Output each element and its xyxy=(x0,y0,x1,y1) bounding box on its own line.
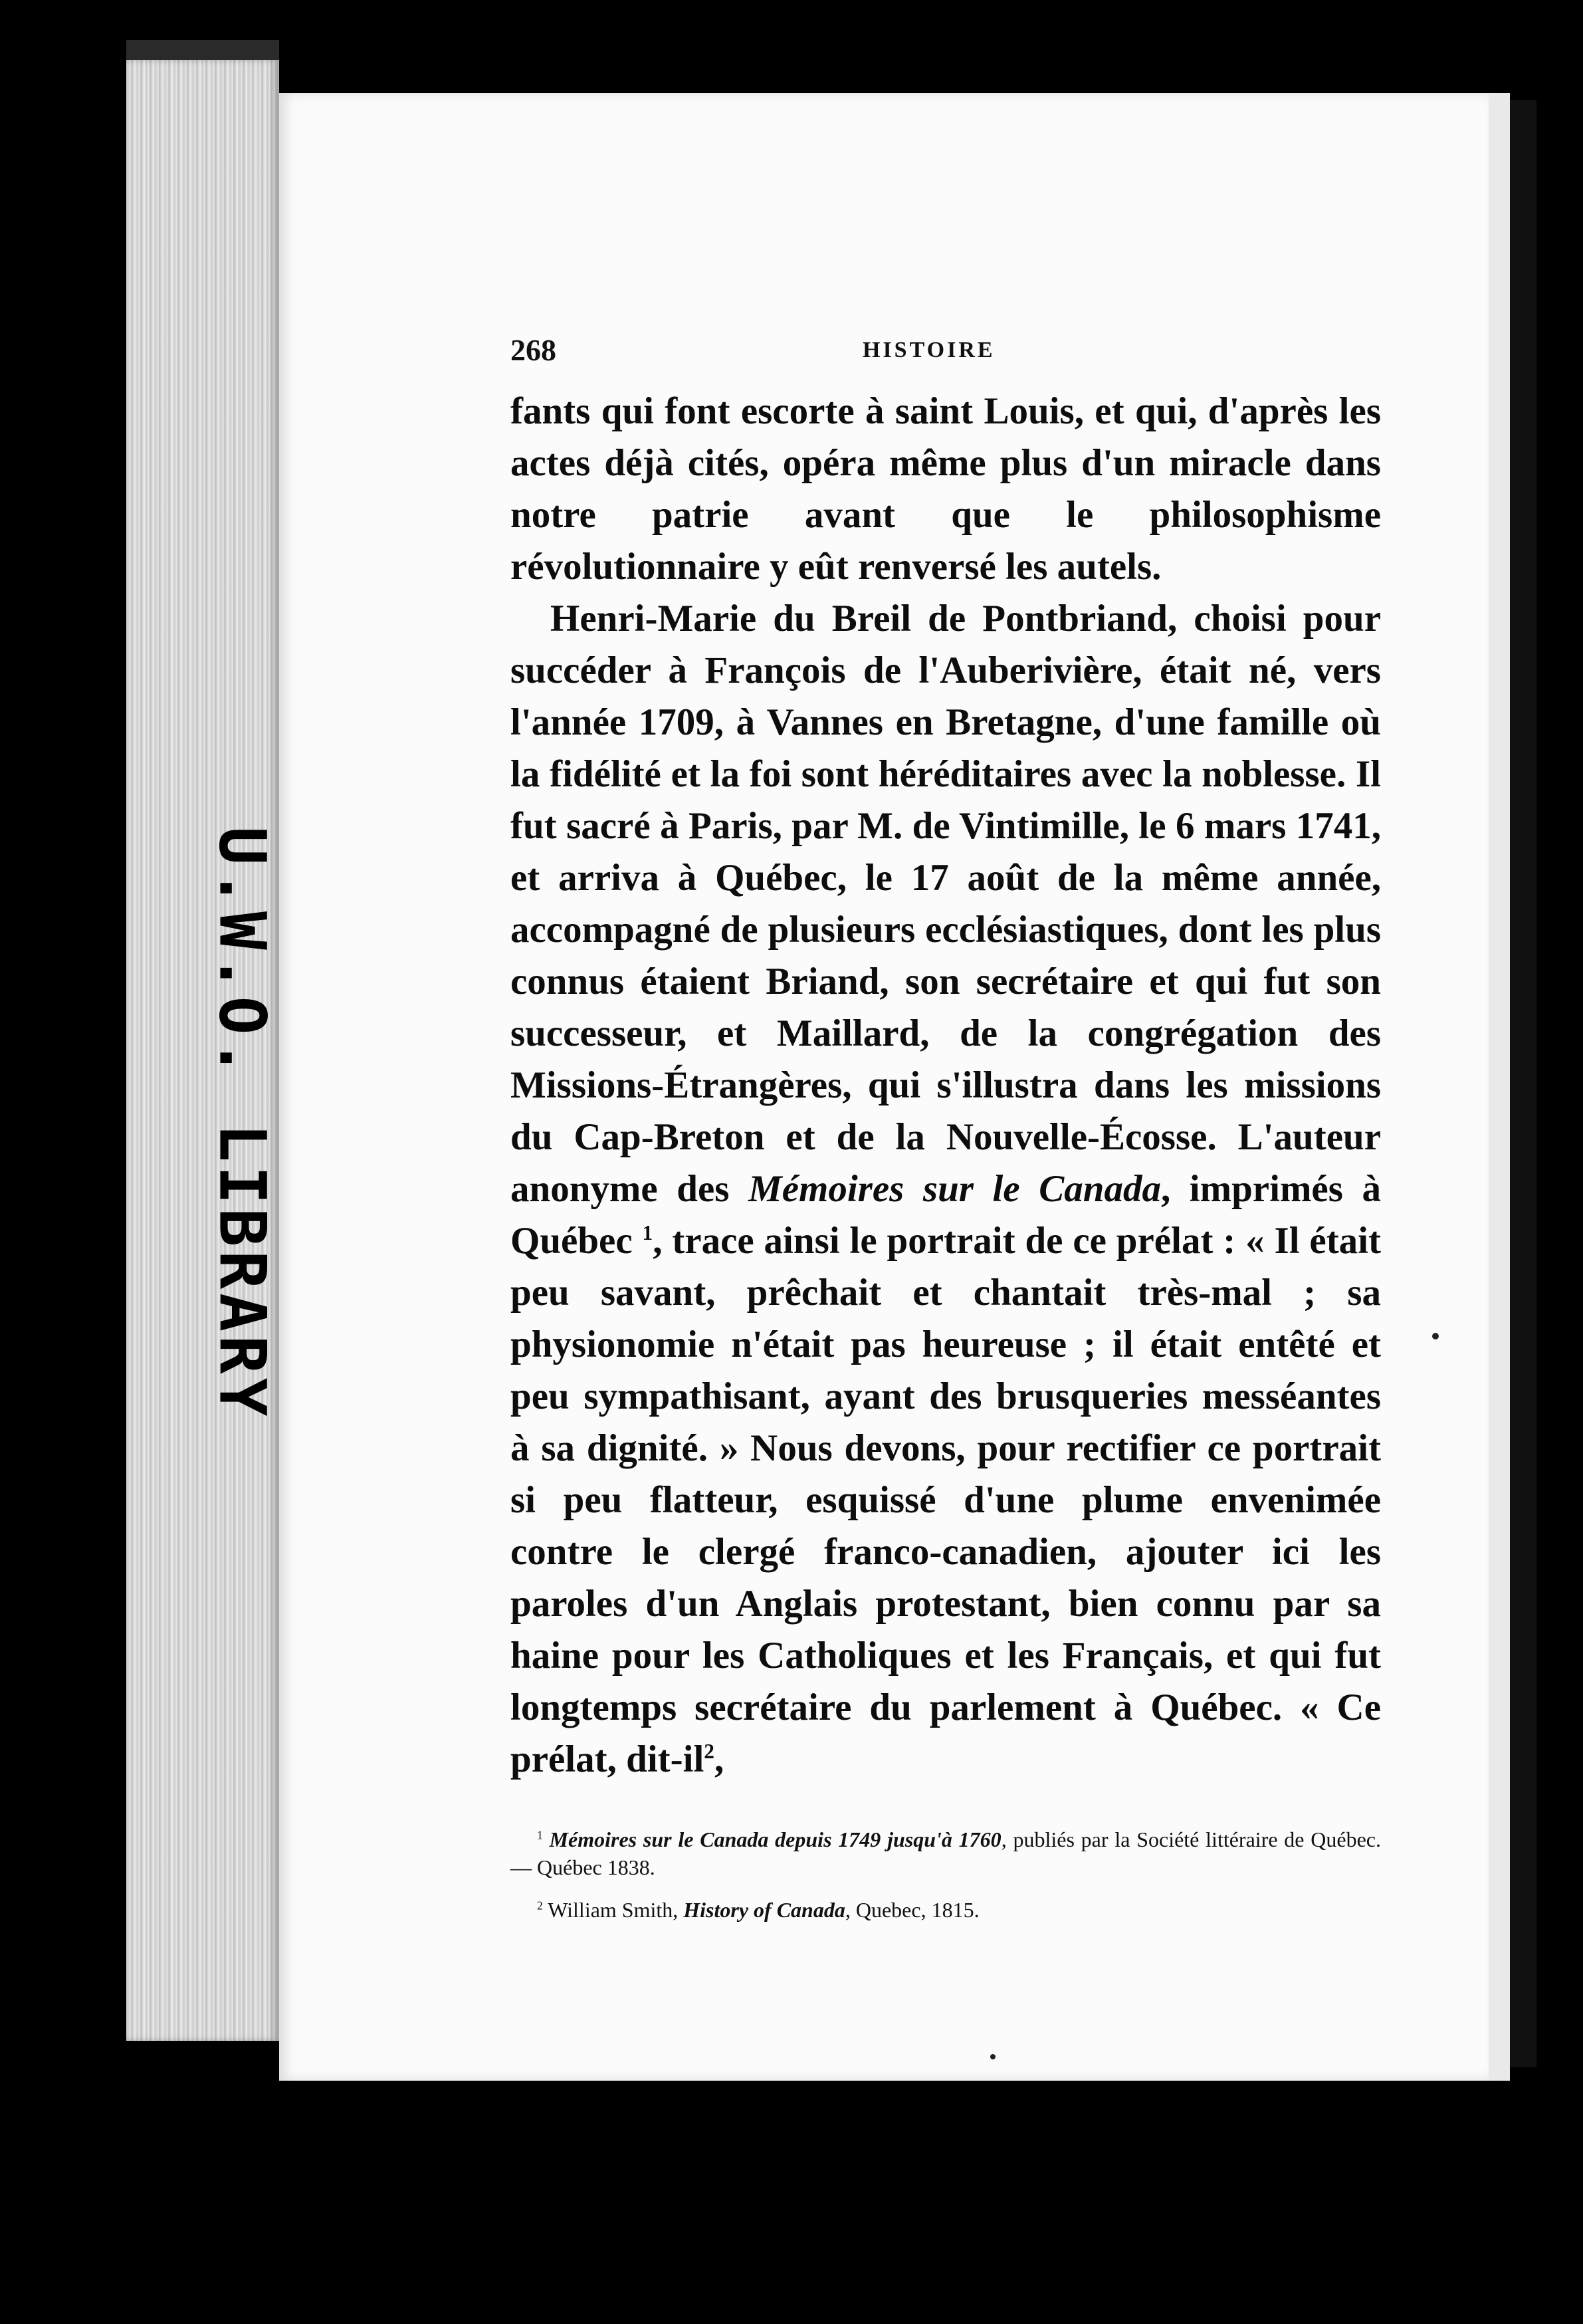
page-content xyxy=(510,332,1381,1938)
page-right-margin xyxy=(1489,93,1510,2081)
footnote-ref: 1 xyxy=(642,1221,653,1244)
footnote-1 xyxy=(510,1825,1381,1881)
footnote-text: William Smith, xyxy=(548,1898,684,1922)
right-binding-shadow xyxy=(1510,100,1536,2067)
page-number: 268 xyxy=(510,333,556,367)
book-title: Mémoires sur le Canada xyxy=(748,1168,1161,1210)
library-stamp-text: U.W.O. LIBRARY xyxy=(205,826,280,1421)
paragraph-pontbriand xyxy=(510,593,1381,1786)
footnote-mark: 1 xyxy=(537,1828,543,1842)
footnote-title: History of Canada xyxy=(683,1898,845,1922)
library-stamp xyxy=(205,826,280,1421)
ink-speck xyxy=(1432,1333,1439,1339)
paragraph-text: , xyxy=(714,1738,724,1780)
page-header xyxy=(510,332,1381,372)
footnote-ref: 2 xyxy=(704,1740,714,1763)
paragraph-text: , trace ainsi le portrait de ce prélat : « Il était peu savant, prêchait et chantait très-mal ; sa physionomie n'était pas heureuse ; il était entêté et peu sympathisant, ayant des brusqueries messéantes à sa dignité. » Nous devons, pour rectifier ce portrait si peu flatteur, esquissé d'une plume envenimée contre le clergé franco-canadien, ajouter ici les paroles d'un Anglais protestant, bien connu par sa haine pour les Catholiques et les Français, et qui fut longtemps secrétaire du parlement à Québec. « Ce prélat, dit-il xyxy=(510,1220,1382,1780)
footnote-text: , publiés par la Société littéraire de Québec. — Québec 1838. xyxy=(510,1827,1382,1879)
footnote-title: Mémoires sur le Canada depuis 1749 jusqu'à 1760 xyxy=(549,1827,1002,1851)
footnote-mark: 2 xyxy=(537,1899,543,1913)
ink-speck xyxy=(990,2054,996,2059)
paragraph-continued: fants qui font escorte à saint Louis, et qui, d'après les actes déjà cités, opéra même plus d'un miracle dans notre patrie avant que le philosophisme révolutionnaire y eût renversé les autels. xyxy=(510,390,1381,588)
paragraph-text: Henri-Marie du Breil de Pontbriand, choisi pour succéder à François de l'Auberivière, était né, vers l'année 1709, à Vannes en Bretagne, d'une famille où la fidélité et la foi sont héréditaires avec la noblesse. Il fut sacré à Paris, par M. de Vintimille, le 6 mars 1741, et arriva à Québec, le 17 août de la même année, accompagné de plusieurs ecclésiastiques, dont les plus connus étaient Briand, son secrétaire et qui fut son successeur, et Maillard, de la congrégation des Missions-Étrangères, qui s'illustra dans les missions du Cap-Breton et de la Nouvelle-Écosse. L'auteur anonyme des xyxy=(510,598,1381,1210)
footnote-text: , Quebec, 1815. xyxy=(845,1898,980,1922)
running-title: HISTOIRE xyxy=(863,338,996,362)
body-text xyxy=(510,386,1381,1786)
footnotes xyxy=(510,1825,1381,1924)
paragraph-text: , imprimés à Québec xyxy=(510,1168,1381,1262)
footnote-2 xyxy=(510,1896,1381,1924)
